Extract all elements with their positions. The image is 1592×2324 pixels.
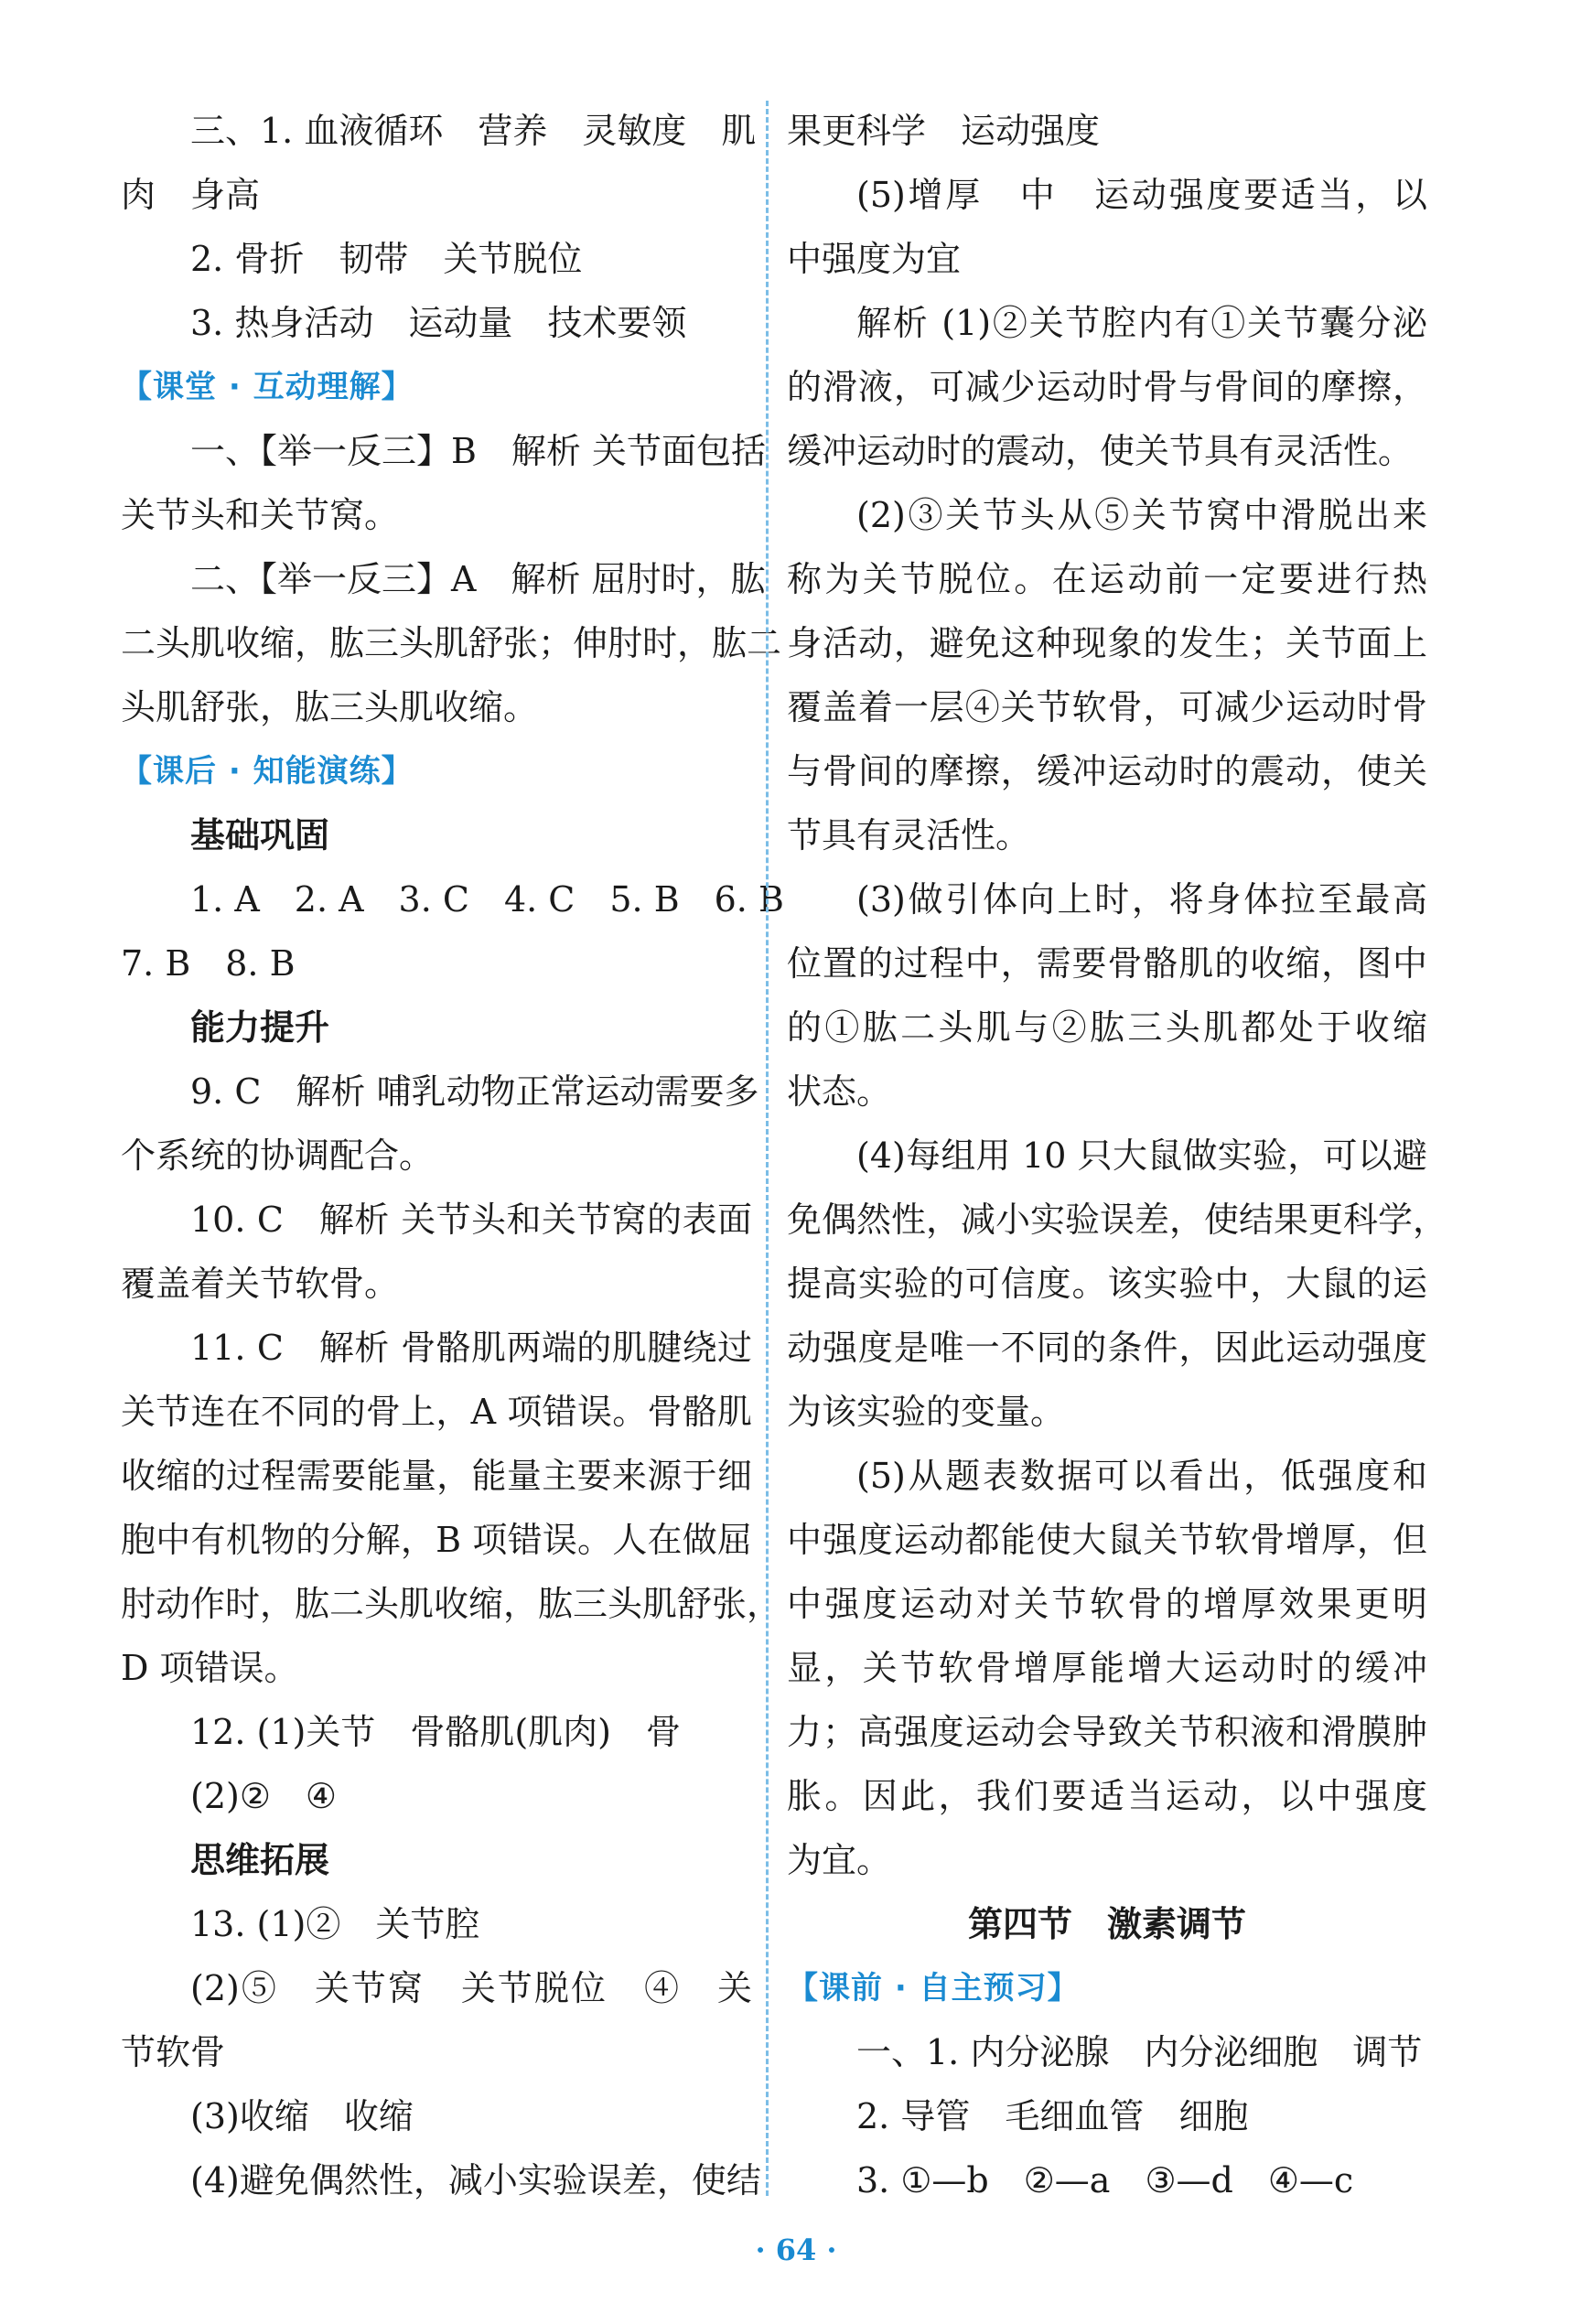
answer-line: 肘动作时，肱二头肌收缩，肱三头肌舒张， [121, 1584, 782, 1624]
analysis-line: 动强度是唯一不同的条件，因此运动强度 [787, 1328, 1427, 1368]
answer-line: 12. (1)关节 骨骼肌(肌肉) 骨 [190, 1712, 681, 1752]
analysis-line: 的滑液，可减少运动时骨与骨间的摩擦， [787, 367, 1427, 407]
section-heading-classroom: 【课堂 · 互动理解】 [121, 369, 414, 405]
analysis-line: 缓冲运动时的震动，使关节具有灵活性。 [787, 431, 1414, 471]
answer-line: (4)避免偶然性，减小实验误差，使结 [190, 2160, 761, 2200]
answer-line: 个系统的协调配合。 [121, 1135, 435, 1176]
answer-line: 头肌舒张，肱三头肌收缩。 [121, 687, 539, 727]
analysis-line: 显，关节软骨增厚能增大运动时的缓冲 [787, 1648, 1427, 1688]
analysis-line: 状态。 [787, 1071, 892, 1112]
answer-line: 10. C 解析 关节头和关节窝的表面 [190, 1200, 752, 1240]
answer-line: (3)收缩 收缩 [190, 2096, 414, 2136]
answer-line: 胞中有机物的分解，B 项错误。人在做屈 [121, 1520, 752, 1560]
analysis-line: 与骨间的摩擦，缓冲运动时的震动，使关 [787, 751, 1427, 791]
left-column [121, 99, 784, 2212]
answer-line: 二头肌收缩，肱三头肌舒张；伸肘时，肱二 [121, 623, 782, 663]
answer-line: 2. 导管 毛细血管 细胞 [856, 2096, 1249, 2136]
answer-line: (2)⑤ 关节窝 关节脱位 ④ 关 [190, 1968, 752, 2008]
analysis-line: 中强度运动都能使大鼠关节软骨增厚，但 [787, 1520, 1427, 1560]
answer-line: 一、1. 内分泌腺 内分泌细胞 调节 [856, 2032, 1423, 2072]
analysis-line: 力；高强度运动会导致关节积液和滑膜肿 [787, 1712, 1427, 1752]
answer-line: 9. C 解析 哺乳动物正常运动需要多 [190, 1071, 759, 1112]
answer-line: 1. A 2. A 3. C 4. C 5. B 6. B [190, 879, 784, 920]
answer-line: 覆盖着关节软骨。 [121, 1264, 400, 1304]
answer-line: 3. 热身活动 运动量 技术要领 [190, 303, 687, 343]
analysis-line: 中强度运动对关节软骨的增厚效果更明 [787, 1584, 1427, 1624]
analysis-line: (5)从题表数据可以看出，低强度和 [856, 1456, 1427, 1496]
answer-line: 2. 骨折 韧带 关节脱位 [190, 239, 583, 279]
answer-line: 果更科学 运动强度 [787, 111, 1101, 151]
answer-line: 7. B 8. B [121, 943, 296, 984]
answer-line: 节软骨 [121, 2032, 226, 2072]
column-divider [766, 101, 769, 2196]
answer-line: 关节连在不同的骨上，A 项错误。骨骼肌 [121, 1392, 752, 1432]
subheading-thinking: 思维拓展 [190, 1839, 330, 1880]
answer-line: 二、【举一反三】A 解析 屈肘时，肱 [190, 559, 766, 599]
analysis-line: 胀。因此，我们要适当运动，以中强度 [787, 1776, 1427, 1816]
analysis-line: 解析 (1)②关节腔内有①关节囊分泌 [856, 303, 1427, 343]
answer-line: 三、1. 血液循环 营养 灵敏度 肌 [190, 111, 757, 151]
analysis-line: 的①肱二头肌与②肱三头肌都处于收缩 [787, 1007, 1427, 1048]
analysis-line: 为该实验的变量。 [787, 1392, 1066, 1432]
answer-line: D 项错误。 [121, 1648, 299, 1688]
section-heading-after-class: 【课后 · 知能演练】 [121, 753, 414, 790]
answer-line: 收缩的过程需要能量，能量主要来源于细 [121, 1456, 752, 1496]
analysis-line: 为宜。 [787, 1840, 892, 1880]
answer-line: (5)增厚 中 运动强度要适当，以 [856, 175, 1427, 215]
answer-line: 一、【举一反三】B 解析 关节面包括 [190, 431, 767, 471]
answer-line: (2)② ④ [190, 1776, 337, 1816]
analysis-line: 称为关节脱位。在运动前一定要进行热 [787, 559, 1427, 599]
section-title: 第四节 激素调节 [967, 1903, 1246, 1944]
answer-line: 中强度为宜 [787, 239, 962, 279]
answer-line: 关节头和关节窝。 [121, 495, 400, 535]
subheading-ability: 能力提升 [190, 1006, 330, 1048]
analysis-line: 免偶然性，减小实验误差，使结果更科学， [787, 1200, 1448, 1240]
answer-line: 11. C 解析 骨骼肌两端的肌腱绕过 [190, 1328, 752, 1368]
analysis-line: 提高实验的可信度。该实验中，大鼠的运 [787, 1264, 1427, 1304]
analysis-line: 覆盖着一层④关节软骨，可减少运动时骨 [787, 687, 1427, 727]
right-column [787, 99, 1448, 2212]
answer-line: 13. (1)② 关节腔 [190, 1904, 480, 1944]
analysis-line: (3)做引体向上时，将身体拉至最高 [856, 879, 1427, 920]
answer-line: 肉 身高 [121, 175, 261, 215]
answer-line: 3. ①—b ②—a ③—d ④—c [856, 2160, 1354, 2200]
analysis-line: 节具有灵活性。 [787, 815, 1031, 855]
analysis-line: 身活动，避免这种现象的发生；关节面上 [787, 623, 1427, 663]
analysis-line: (2)③关节头从⑤关节窝中滑脱出来 [856, 495, 1427, 535]
section-heading-preview: 【课前 · 自主预习】 [787, 1970, 1080, 2007]
analysis-line: (4)每组用 10 只大鼠做实验，可以避 [856, 1135, 1427, 1176]
analysis-line: 位置的过程中，需要骨骼肌的收缩，图中 [787, 943, 1427, 984]
subheading-basic: 基础巩固 [190, 814, 330, 855]
page-number: · 64 · [755, 2233, 837, 2267]
